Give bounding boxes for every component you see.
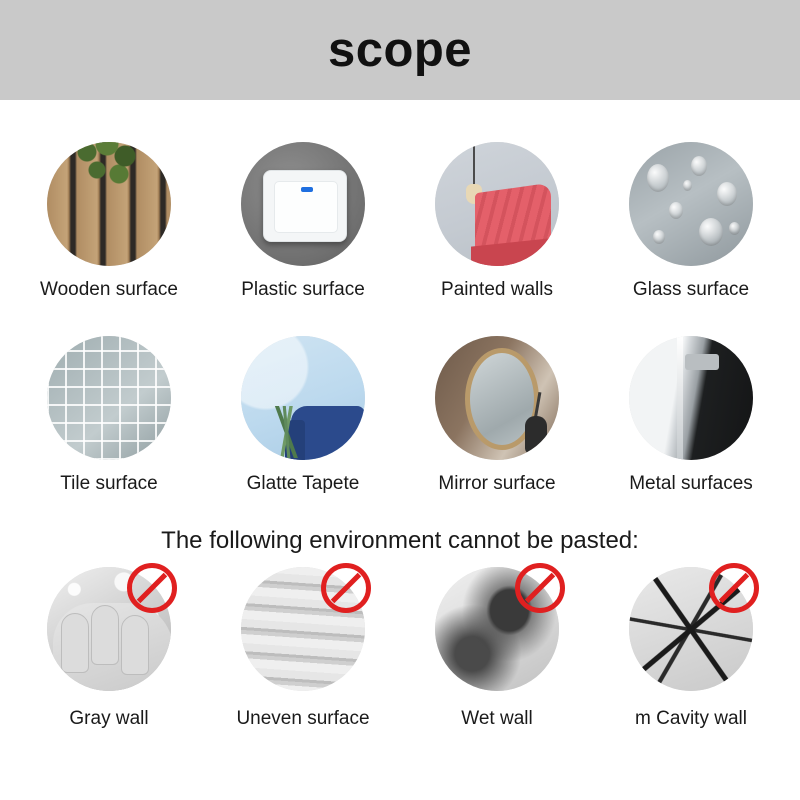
warning-item-cavity-wall — [601, 567, 781, 730]
scope-item-label: Painted walls — [441, 279, 553, 300]
warning-item-label: m Cavity wall — [635, 708, 747, 729]
warning-item-uneven-surface — [213, 567, 393, 730]
scope-item-label: Mirror surface — [438, 473, 556, 494]
scope-item-label: Tile surface — [60, 473, 158, 494]
header-banner — [0, 0, 800, 100]
warning-item-label: Gray wall — [69, 708, 149, 729]
scope-item-label: Wooden surface — [39, 279, 178, 300]
scope-item-glass-surface — [601, 142, 781, 301]
scope-item-painted-walls — [407, 142, 587, 301]
scope-item-label: Glatte Tapete — [246, 473, 360, 494]
mirror-surface-icon — [435, 336, 559, 460]
scope-item-tile-surface — [19, 336, 199, 495]
warning-item-wet-wall — [407, 567, 587, 730]
scope-item-wooden-surface — [19, 142, 199, 301]
scope-item-label: Glass surface — [632, 279, 750, 300]
wallpaper-icon — [241, 336, 365, 460]
scope-item-metal-surface — [601, 336, 781, 495]
scope-row-2 — [0, 336, 800, 495]
warning-item-label: Uneven surface — [236, 708, 370, 729]
scope-row-1 — [0, 142, 800, 301]
no-entry-icon — [321, 563, 371, 613]
glass-surface-icon — [629, 142, 753, 266]
no-entry-icon — [709, 563, 759, 613]
warning-row — [0, 567, 800, 730]
no-entry-icon — [515, 563, 565, 613]
scope-item-mirror-surface — [407, 336, 587, 495]
scope-item-label: Metal surfaces — [629, 473, 753, 494]
tile-surface-icon — [47, 336, 171, 460]
wooden-surface-icon — [47, 142, 171, 266]
warning-item-gray-wall — [19, 567, 199, 730]
painted-walls-icon — [435, 142, 559, 266]
no-entry-icon — [127, 563, 177, 613]
scope-grid — [0, 100, 800, 495]
warning-item-label: Wet wall — [461, 708, 533, 729]
scope-item-label: Plastic surface — [241, 279, 365, 300]
plastic-surface-icon — [241, 142, 365, 266]
page-title: scope — [327, 22, 473, 77]
metal-surface-icon — [629, 336, 753, 460]
scope-item-plastic-surface — [213, 142, 393, 301]
scope-item-wallpaper — [213, 336, 393, 495]
warning-heading: The following environment cannot be pasted: — [161, 527, 639, 554]
